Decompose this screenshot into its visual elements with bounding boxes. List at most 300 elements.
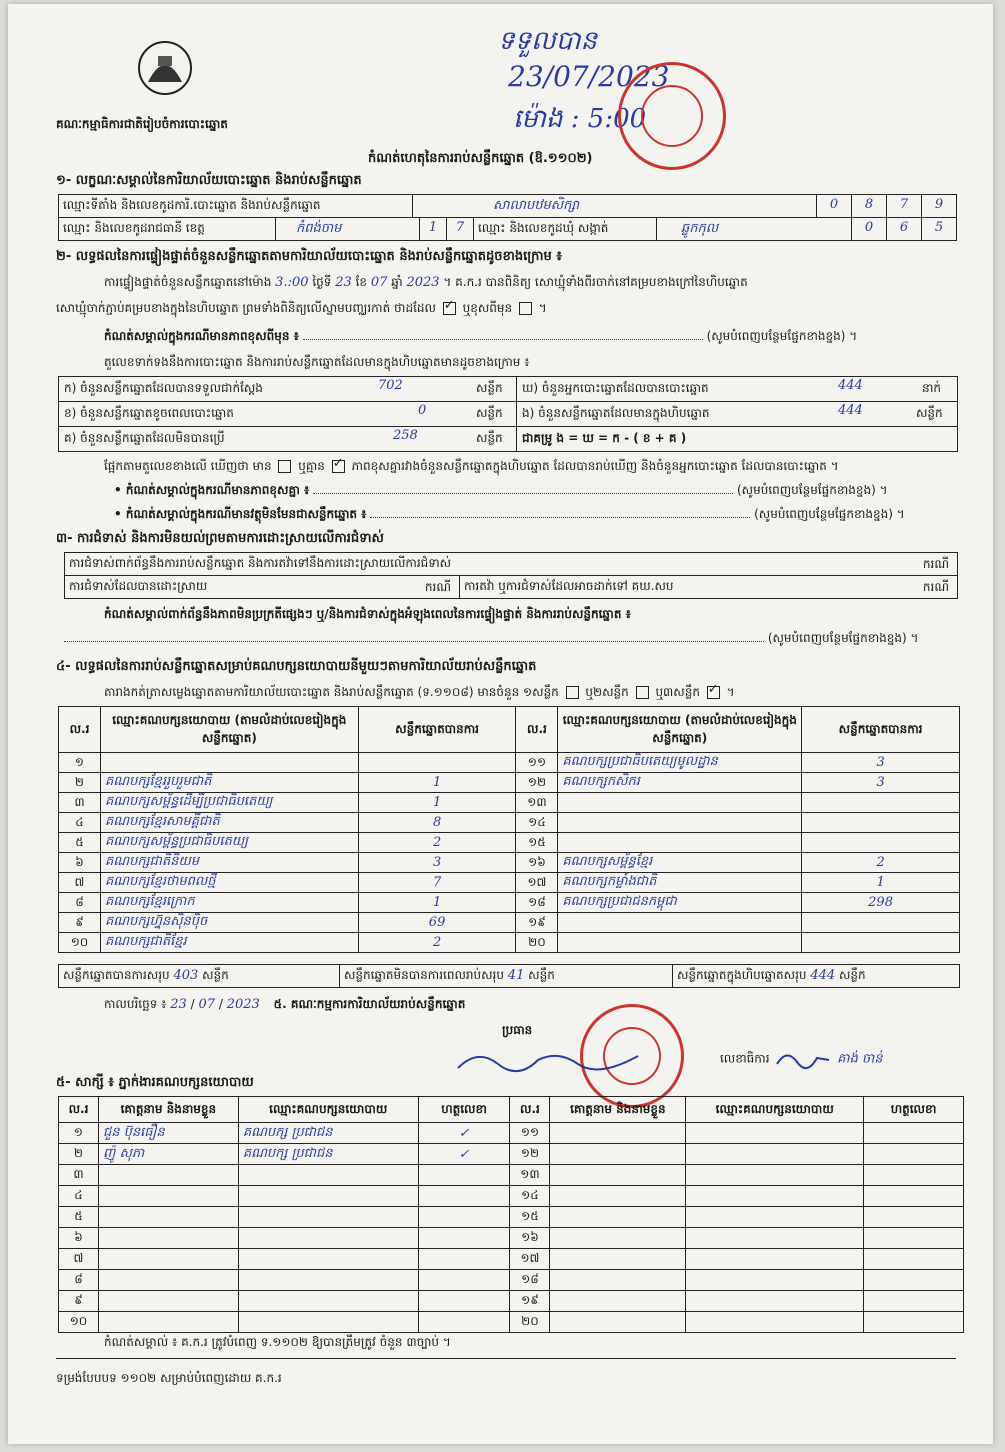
party-name: គណបក្សជាតិនិយម bbox=[100, 853, 358, 873]
witness-no: ១៥ bbox=[510, 1207, 550, 1228]
s3-row2-left bbox=[64, 575, 460, 599]
party-votes: 2 bbox=[802, 853, 960, 873]
s4-tally-line: តារាងកត់ត្រាសម្លេងឆ្នោតតាមការិយាល័យបោះឆ្នោត និងរាប់សន្លឹកឆ្នោត (ទ.១១០៨) មានចំនួន ១សន្លឹក ឬ២សន្លឹក ឬ៣សន្លឹក ✓ ។ bbox=[104, 684, 735, 702]
s4-sign-title: ៥. គណៈកម្មការការិយាល័យរាប់សន្លឹកឆ្នោត bbox=[273, 997, 466, 1011]
party-row bbox=[59, 753, 960, 773]
party-row bbox=[59, 853, 960, 873]
party-no: ១៣ bbox=[516, 793, 558, 813]
section5-title: ៥- សាក្សី ៖ ភ្នាក់ងារគណបក្សនយោបាយ bbox=[56, 1075, 254, 1090]
witness-name bbox=[98, 1165, 238, 1186]
witness-name bbox=[550, 1270, 686, 1291]
witness-party bbox=[686, 1165, 864, 1186]
party-name: គណបក្សប្រជាជនកម្ពុជា bbox=[558, 893, 802, 913]
s2-note-diff-dots[interactable] bbox=[303, 339, 703, 340]
witness-party bbox=[686, 1186, 864, 1207]
count-c-label: គ) ចំនួនសន្លឹកឆ្នោតដែលមិនបានប្រើ bbox=[64, 431, 225, 445]
s2-intro-line2: សោឃ្មុំចាក់ភ្ជាប់គម្របខាងក្នុងនៃហិបឆ្នោត ព្រមទាំងពិនិត្យលើស្នាមបញ្ឈរកាត់ ថាដដែល ✓ ឬខុសពីមុន ។ bbox=[56, 300, 547, 318]
s1-code-4: 9 bbox=[921, 194, 957, 218]
count-d-value: 444 bbox=[838, 378, 863, 393]
s2-intro-d: ឆ្នាំ bbox=[391, 275, 403, 289]
party-name: គណបក្សជាតិខ្មែរ bbox=[100, 933, 358, 953]
s2-bullet2-line bbox=[114, 506, 964, 524]
w-col-no-left: ល.រ bbox=[59, 1097, 99, 1123]
count-formula: ជាគម្រូ ង = ឃ = ក - ( ខ + គ ) bbox=[522, 431, 687, 445]
party-name: គណបក្សកម្លាំងជាតិ bbox=[558, 873, 802, 893]
party-name: គណបក្សប្រជាធិបតេយ្យមូលដ្ឋាន bbox=[558, 753, 802, 773]
s3-note-line2 bbox=[64, 630, 960, 648]
party-row bbox=[59, 873, 960, 893]
tally-one-checkbox[interactable] bbox=[566, 686, 579, 699]
witness-name bbox=[98, 1228, 238, 1249]
count-e-label: ង) ចំនួនសន្លឹកឆ្នោតដែលមានក្នុងហិបឆ្នោត bbox=[522, 406, 710, 420]
witness-name bbox=[550, 1207, 686, 1228]
witness-row bbox=[59, 1249, 964, 1270]
s2-intro-line1 bbox=[104, 274, 748, 292]
section5-footnote: កំណត់សម្គាល់ ៖ គ.ក.រ ត្រូវបំពេញ ទ.១១០២ ឱ្យបានត្រឹមត្រូវ ចំនួន ៣ច្បាប់ ។ bbox=[104, 1335, 451, 1349]
count-a-unit: សន្លឹក bbox=[476, 381, 503, 395]
party-name bbox=[558, 933, 802, 953]
s2-match-a: ផ្អែកតាមតួលេខខាងលើ ឃើញថា មាន bbox=[104, 459, 272, 473]
emblem-logo bbox=[136, 38, 194, 102]
received-time: ម៉ោង : 5:00 bbox=[513, 104, 647, 134]
party-no: ២០ bbox=[516, 933, 558, 953]
party-no: ១០ bbox=[59, 933, 101, 953]
party-votes bbox=[802, 833, 960, 853]
s4-tally-text: តារាងកត់ត្រាសម្លេងឆ្នោតតាមការិយាល័យបោះឆ្នោត និងរាប់សន្លឹកឆ្នោត (ទ.១១០៨) មានចំនួន ១សន្លឹក bbox=[104, 685, 559, 699]
witness-name bbox=[550, 1312, 686, 1333]
s2-bullet1-attach: (សូមបំពេញបន្ថែមផ្នែកខាងខ្នង) ។ bbox=[736, 483, 888, 497]
party-votes: 8 bbox=[358, 813, 516, 833]
party-no: ៤ bbox=[59, 813, 101, 833]
party-votes: 1 bbox=[358, 793, 516, 813]
witness-row bbox=[59, 1291, 964, 1312]
party-name bbox=[100, 753, 358, 773]
party-no: ១៩ bbox=[516, 913, 558, 933]
count-a-value: 702 bbox=[378, 378, 403, 393]
s2-match-b: ឬគ្មាន bbox=[298, 459, 325, 473]
party-name: គណបក្សសម្ព័ន្ធដើម្បីប្រជាធិបតេយ្យ bbox=[100, 793, 358, 813]
count-b-label: ខ) ចំនួនសន្លឹកឆ្នោតខូចពេលបោះឆ្នោត bbox=[64, 406, 234, 420]
witness-name bbox=[550, 1123, 686, 1144]
party-no: ៨ bbox=[59, 893, 101, 913]
party-no: ៣ bbox=[59, 793, 101, 813]
witness-name bbox=[98, 1186, 238, 1207]
witness-signature bbox=[864, 1123, 964, 1144]
chair-label: ប្រធាន bbox=[502, 1023, 533, 1037]
party-no: ២ bbox=[59, 773, 101, 793]
s3-row2-label: ការជំទាស់ដែលបានដោះស្រាយ bbox=[69, 579, 208, 593]
s3-row2-right bbox=[459, 575, 958, 599]
s3-row1-unit: ករណី bbox=[922, 557, 949, 571]
party-votes: 1 bbox=[358, 893, 516, 913]
party-no: ៥ bbox=[59, 833, 101, 853]
party-row bbox=[59, 773, 960, 793]
w-col-party-left: ឈ្មោះគណបក្សនយោបាយ bbox=[238, 1097, 418, 1123]
witness-no: ១៨ bbox=[510, 1270, 550, 1291]
s2-intro-day: 23 bbox=[335, 275, 352, 290]
received-note: ទទួលបាន bbox=[498, 26, 598, 56]
witness-no: ៦ bbox=[59, 1228, 99, 1249]
party-no: ៧ bbox=[59, 873, 101, 893]
footer-form-ref: ទម្រង់បែបបទ ១១០២ សម្រាប់បំពេញដោយ គ.ក.រ bbox=[56, 1371, 282, 1385]
witness-no: ១១ bbox=[510, 1123, 550, 1144]
w-col-sign-left: ហត្ថលេខា bbox=[418, 1097, 510, 1123]
witness-signature bbox=[418, 1249, 510, 1270]
count-c-value: 258 bbox=[393, 428, 418, 443]
party-no: ១៨ bbox=[516, 893, 558, 913]
tally-three-checkbox[interactable] bbox=[707, 686, 720, 699]
total-box-cell bbox=[672, 964, 960, 988]
witness-name: ញ៉ូ សុភា bbox=[98, 1144, 238, 1165]
witness-no: ១ bbox=[59, 1123, 99, 1144]
witness-row bbox=[59, 1207, 964, 1228]
witness-signature bbox=[864, 1270, 964, 1291]
party-votes: 1 bbox=[358, 773, 516, 793]
w-col-name-left: គោត្តនាម និងនាមខ្លួន bbox=[98, 1097, 238, 1123]
col-votes-right: សន្លឹកឆ្នោតបានការ bbox=[802, 707, 960, 753]
witness-name bbox=[550, 1228, 686, 1249]
party-name bbox=[558, 813, 802, 833]
party-votes: 2 bbox=[358, 933, 516, 953]
witness-party bbox=[238, 1249, 418, 1270]
s2-intro-b: ថ្ងៃទី bbox=[312, 275, 332, 289]
witness-no: ១៤ bbox=[510, 1186, 550, 1207]
witness-name bbox=[98, 1312, 238, 1333]
witness-party bbox=[686, 1249, 864, 1270]
witness-no: ១០ bbox=[59, 1312, 99, 1333]
s2-intro-line2-text: សោឃ្មុំចាក់ភ្ជាប់គម្របខាងក្នុងនៃហិបឆ្នោត ព្រមទាំងពិនិត្យលើស្នាមបញ្ឈរកាត់ ថាដដែល bbox=[56, 301, 436, 315]
witness-signature bbox=[418, 1291, 510, 1312]
s4-tally-two: ឬ២សន្លឹក bbox=[585, 685, 629, 699]
witness-signature bbox=[418, 1186, 510, 1207]
witness-signature bbox=[864, 1144, 964, 1165]
secretary-line bbox=[720, 1048, 883, 1070]
total-invalid-value: 41 bbox=[507, 968, 525, 983]
witness-party bbox=[238, 1165, 418, 1186]
s2-bullet2-attach: (សូមបំពេញបន្ថែមផ្នែកខាងខ្នង) ។ bbox=[754, 507, 905, 521]
witness-signature bbox=[864, 1186, 964, 1207]
witness-no: ៤ bbox=[59, 1186, 99, 1207]
s4-tally-three: ឬ៣សន្លឹក bbox=[655, 685, 700, 699]
witness-party: គណបក្ស ប្រជាជន bbox=[238, 1123, 418, 1144]
witness-no: ៣ bbox=[59, 1165, 99, 1186]
witness-party bbox=[686, 1291, 864, 1312]
party-votes: 1 bbox=[802, 873, 960, 893]
witness-party bbox=[686, 1123, 864, 1144]
witness-name bbox=[98, 1270, 238, 1291]
witness-signature bbox=[418, 1165, 510, 1186]
s1-province-value: កំពង់ចាម bbox=[275, 217, 420, 241]
s2-intro-a: ការផ្ទៀងផ្ទាត់ចំនួនសន្លឹកឆ្នោតនៅម៉ោង bbox=[104, 275, 272, 289]
count-d-unit: នាក់ bbox=[922, 381, 942, 395]
witness-row bbox=[59, 1144, 964, 1165]
s2-intro-time: 3.:00 bbox=[275, 275, 309, 290]
party-name: គណបក្សខ្មែរក្រោក bbox=[100, 893, 358, 913]
witness-name bbox=[550, 1144, 686, 1165]
witness-signature: ✓ bbox=[418, 1123, 510, 1144]
col-party-left: ឈ្មោះគណបក្សនយោបាយ (តាមលំដាប់លេខរៀងក្នុងសន្លឹកឆ្នោត) bbox=[100, 707, 358, 753]
s2-match-line bbox=[104, 458, 839, 476]
w-col-party-right: ឈ្មោះគណបក្សនយោបាយ bbox=[686, 1097, 864, 1123]
total-valid-value: 403 bbox=[173, 968, 199, 983]
s3-note: កំណត់សម្គាល់ពាក់ព័ន្ធនឹងភាពមិនប្រក្រតីផ្សេងៗ ឬ/និងការជំទាស់ក្នុងអំឡុងពេលនៃការផ្ទៀងផ្ទាត់ និងការរាប់សន្លឹកឆ្នោត ៖ bbox=[104, 607, 631, 621]
witness-party bbox=[238, 1228, 418, 1249]
party-name: គណបក្សកសិករ bbox=[558, 773, 802, 793]
s2-note-attach: (សូមបំពេញបន្ថែមផ្នែកខាងខ្នង) ។ bbox=[706, 329, 858, 343]
official-stamp-top bbox=[618, 62, 726, 170]
w-col-sign-right: ហត្ថលេខា bbox=[864, 1097, 964, 1123]
count-e-unit: សន្លឹក bbox=[916, 406, 943, 420]
witness-row bbox=[59, 1123, 964, 1144]
witness-row bbox=[59, 1312, 964, 1333]
party-votes bbox=[802, 933, 960, 953]
party-votes: 3 bbox=[802, 753, 960, 773]
witness-name bbox=[550, 1249, 686, 1270]
witness-signature bbox=[418, 1207, 510, 1228]
count-d-label: ឃ) ចំនួនអ្នកបោះឆ្នោតដែលបានបោះឆ្នោត bbox=[522, 381, 709, 395]
witness-signature bbox=[418, 1312, 510, 1333]
col-votes-left: សន្លឹកឆ្នោតបានការ bbox=[358, 707, 516, 753]
s1-province-code-2: 7 bbox=[446, 217, 474, 241]
document-page bbox=[8, 4, 993, 1444]
witness-party bbox=[686, 1270, 864, 1291]
party-row bbox=[59, 813, 960, 833]
witness-table bbox=[58, 1096, 964, 1333]
party-votes: 3 bbox=[802, 773, 960, 793]
witness-signature bbox=[418, 1270, 510, 1291]
witness-no: ២០ bbox=[510, 1312, 550, 1333]
witness-no: ១៧ bbox=[510, 1249, 550, 1270]
count-e-value: 444 bbox=[838, 403, 863, 418]
s4-date-day: 23 bbox=[170, 997, 187, 1012]
party-row bbox=[59, 893, 960, 913]
witness-party bbox=[238, 1291, 418, 1312]
s4-date-line: កាលបរិច្ឆេទ ៖ 23 / 07 / 2023 ៥. គណៈកម្មការការិយាល័យរាប់សន្លឹកឆ្នោត bbox=[104, 997, 466, 1012]
s4-date-year: 2023 bbox=[226, 997, 260, 1012]
witness-signature: ✓ bbox=[418, 1144, 510, 1165]
witness-name bbox=[550, 1291, 686, 1312]
party-votes bbox=[802, 913, 960, 933]
s2-intro-or: ឬខុសពីមុន bbox=[462, 301, 513, 315]
s3-row1 bbox=[64, 552, 958, 576]
s3-row2-right-label: ការតវ៉ា ឬការជំទាស់ដែលអាចដាក់ទៅ គឃ.សប bbox=[464, 579, 674, 593]
witness-name bbox=[98, 1207, 238, 1228]
s2-counts-intro: តួលេខទាក់ទងនឹងការបោះឆ្នោត និងការរាប់សន្លឹកឆ្នោតដែលមានក្នុងហិបឆ្នោតមានដូចខាងក្រោម ៖ bbox=[104, 355, 530, 369]
witness-no: ១៦ bbox=[510, 1228, 550, 1249]
witness-signature bbox=[864, 1207, 964, 1228]
party-votes: 298 bbox=[802, 893, 960, 913]
party-votes: 2 bbox=[358, 833, 516, 853]
witness-row bbox=[59, 1165, 964, 1186]
party-name: គណបក្សខ្មែររួបរួមជាតិ bbox=[100, 773, 358, 793]
party-name bbox=[558, 833, 802, 853]
witness-row bbox=[59, 1228, 964, 1249]
party-votes: 3 bbox=[358, 853, 516, 873]
party-no: ៩ bbox=[59, 913, 101, 933]
col-party-right: ឈ្មោះគណបក្សនយោបាយ (តាមលំដាប់លេខរៀងក្នុងសន្លឹកឆ្នោត) bbox=[558, 707, 802, 753]
s1-commune-code-1: 0 bbox=[851, 217, 887, 241]
party-row bbox=[59, 913, 960, 933]
s2-bullet1: • កំណត់សម្គាល់ក្នុងករណីមានភាពខុសគ្នា ៖ bbox=[114, 483, 310, 497]
party-votes: 69 bbox=[358, 913, 516, 933]
witness-party bbox=[686, 1144, 864, 1165]
s2-bullet2-dots[interactable] bbox=[370, 517, 750, 518]
s2-intro-year: 2023 bbox=[406, 275, 440, 290]
witness-name bbox=[98, 1249, 238, 1270]
s3-row2-unit: ករណី bbox=[424, 580, 451, 594]
party-votes bbox=[358, 753, 516, 773]
party-name: គណបក្សខ្មែរសាមគ្គីជាតិ bbox=[100, 813, 358, 833]
party-name bbox=[558, 913, 802, 933]
s2-note-diff-line bbox=[104, 328, 954, 346]
total-box-value: 444 bbox=[810, 968, 836, 983]
party-votes bbox=[802, 813, 960, 833]
total-invalid-label: សន្លឹកឆ្នោតមិនបានការពេលរាប់សរុប bbox=[344, 968, 504, 982]
s2-note-diff: កំណត់សម្គាល់ក្នុងករណីមានភាពខុសពីមុន ៖ bbox=[104, 329, 299, 343]
party-name: គណបក្សខ្មែរថាមពលថ្មី bbox=[100, 873, 358, 893]
w-col-name-right: គោត្តនាម និងនាមខ្លួន bbox=[550, 1097, 686, 1123]
chair-signature bbox=[448, 1040, 648, 1080]
witness-no: ៥ bbox=[59, 1207, 99, 1228]
party-votes: 7 bbox=[358, 873, 516, 893]
section4-title: ៤- លទ្ធផលនៃការរាប់សន្លឹកឆ្នោតសម្រាប់គណបក្សនយោបាយនីមួយៗតាមការិយាល័យរាប់សន្លឹកឆ្នោត bbox=[56, 659, 537, 674]
party-name: គណបក្សសម្ព័ន្ធខ្មែរ bbox=[558, 853, 802, 873]
witness-party bbox=[238, 1207, 418, 1228]
witness-row bbox=[59, 1186, 964, 1207]
party-no: ១៥ bbox=[516, 833, 558, 853]
witness-signature bbox=[418, 1228, 510, 1249]
party-name: គណបក្សហ្វ៊ុនស៊ិនប៉ិច bbox=[100, 913, 358, 933]
s4-date-label: កាលបរិច្ឆេទ ៖ bbox=[104, 997, 167, 1011]
total-box-label: សន្លឹកឆ្នោតក្នុងហិបឆ្នោតសរុប bbox=[677, 968, 807, 982]
form-title: កំណត់ហេតុនៃការរាប់សន្លឹកឆ្នោត (ឱ.១១០២) bbox=[368, 151, 593, 166]
party-row bbox=[59, 833, 960, 853]
total-invalid-unit: សន្លឹក bbox=[528, 968, 555, 982]
s2-intro-e: ។ គ.ក.រ បានពិនិត្យ សោឃ្មុំទាំងពីរចាក់នៅគម្របខាងក្រៅនៃហិបឆ្នោត bbox=[443, 275, 748, 289]
s3-note-attach: (សូមបំពេញបន្ថែមផ្នែកខាងខ្នង) ។ bbox=[767, 631, 919, 645]
secretary-name: គាង់ ចាន់ bbox=[837, 1051, 883, 1067]
total-box-unit: សន្លឹក bbox=[838, 968, 866, 982]
party-results-table bbox=[58, 706, 960, 953]
s3-note-dots[interactable] bbox=[64, 641, 764, 642]
s1-row1-label: ឈ្មោះទីតាំង និងលេខកូដការិ.បោះឆ្នោត និងរាប់សន្លឹកឆ្នោត bbox=[58, 194, 413, 218]
witness-party bbox=[686, 1207, 864, 1228]
witness-no: ៧ bbox=[59, 1249, 99, 1270]
witness-no: ១៣ bbox=[510, 1165, 550, 1186]
witness-name: ជួន ប៊ុនធឿន bbox=[98, 1123, 238, 1144]
has-difference-checkbox[interactable] bbox=[278, 460, 291, 473]
party-row bbox=[59, 793, 960, 813]
witness-party: គណបក្ស ប្រជាជន bbox=[238, 1144, 418, 1165]
count-b-unit: សន្លឹក bbox=[476, 406, 503, 420]
secretary-signature bbox=[773, 1048, 833, 1070]
s4-date-month: 07 bbox=[198, 997, 216, 1012]
s2-match-c: ភាពខុសគ្នារវាងចំនួនសន្លឹកឆ្នោតក្នុងហិបឆ្នោត ដែលបានរាប់ឃើញ និងចំនួនអ្នកបោះឆ្នោត ដែលបានបោះឆ្នោត ។ bbox=[351, 459, 839, 473]
total-valid-label: សន្លឹកឆ្នោតបានការសរុប bbox=[63, 968, 170, 982]
s1-row1-value: សាលាបឋមសិក្សា bbox=[412, 194, 817, 218]
party-no: ១៤ bbox=[516, 813, 558, 833]
tally-two-checkbox[interactable] bbox=[636, 686, 649, 699]
party-no: ១ bbox=[59, 753, 101, 773]
section3-title: ៣- ការជំទាស់ និងការមិនយល់ព្រមតាមការដោះស្រាយលើការជំទាស់ bbox=[56, 531, 384, 546]
witness-no: ៩ bbox=[59, 1291, 99, 1312]
s2-intro-c: ខែ bbox=[355, 275, 368, 289]
witness-signature bbox=[864, 1165, 964, 1186]
s3-row1-label: ការជំទាស់ពាក់ព័ន្ធនឹងការរាប់សន្លឹកឆ្នោត និងការតវ៉ាទៅនឹងការដោះស្រាយលើការជំទាស់ bbox=[69, 556, 452, 570]
witness-party bbox=[238, 1312, 418, 1333]
total-valid-cell bbox=[58, 964, 340, 988]
witness-row bbox=[59, 1270, 964, 1291]
footer-divider bbox=[56, 1358, 956, 1359]
witness-signature bbox=[864, 1291, 964, 1312]
section1-title: ១- លក្ខណៈសម្គាល់នៃការិយាល័យបោះឆ្នោត និងរាប់សន្លឹកឆ្នោត bbox=[56, 173, 362, 188]
count-b-value: 0 bbox=[418, 403, 427, 418]
s2-bullet2: • កំណត់សម្គាល់ក្នុងករណីមានវត្ថុមិនមែនជាសន្លឹកឆ្នោត ៖ bbox=[114, 507, 367, 521]
s1-commune-label: ឈ្មោះ និងលេខកូដឃុំ សង្កាត់ bbox=[473, 217, 657, 241]
total-invalid-cell bbox=[339, 964, 673, 988]
s1-commune-code-3: 5 bbox=[921, 217, 957, 241]
party-no: ១២ bbox=[516, 773, 558, 793]
s1-code-1: 0 bbox=[816, 194, 852, 218]
committee-name: គណៈកម្មាធិការជាតិរៀបចំការបោះឆ្នោត bbox=[56, 117, 228, 131]
count-c-unit: សន្លឹក bbox=[476, 431, 503, 445]
witness-party bbox=[238, 1270, 418, 1291]
count-a-label: ក) ចំនួនសន្លឹកឆ្នោតដែលបានទទួលជាក់ស្តែង bbox=[64, 381, 263, 395]
witness-no: ២ bbox=[59, 1144, 99, 1165]
s1-commune-value: ឆ្លូកកុល bbox=[656, 217, 852, 241]
s1-code-3: 7 bbox=[886, 194, 922, 218]
w-col-no-right: ល.រ bbox=[510, 1097, 550, 1123]
witness-signature bbox=[864, 1249, 964, 1270]
party-no: ១៧ bbox=[516, 873, 558, 893]
party-name: គណបក្សសម្ព័ន្ធប្រជាធិបតេយ្យ bbox=[100, 833, 358, 853]
party-no: ១៦ bbox=[516, 853, 558, 873]
party-votes bbox=[802, 793, 960, 813]
s1-code-2: 8 bbox=[851, 194, 887, 218]
witness-no: ៨ bbox=[59, 1270, 99, 1291]
s2-intro-month: 07 bbox=[370, 275, 388, 290]
witness-signature bbox=[864, 1228, 964, 1249]
s2-bullet1-line bbox=[114, 482, 964, 500]
witness-party bbox=[686, 1312, 864, 1333]
s1-province-code-1: 1 bbox=[419, 217, 447, 241]
section2-title: ២- លទ្ធផលនៃការផ្ទៀងផ្ទាត់ចំនួនសន្លឹកឆ្នោតតាមការិយាល័យបោះឆ្នោត និងរាប់សន្លឹកឆ្នោតដូចខាងក្រោម ៖ bbox=[56, 249, 562, 264]
witness-name bbox=[550, 1186, 686, 1207]
witness-name bbox=[98, 1291, 238, 1312]
received-date: 23/07/2023 bbox=[508, 60, 670, 93]
secretary-label: លេខាធិការ bbox=[720, 1051, 770, 1066]
s1-row2-label: ឈ្មោះ និងលេខកូដរាជធានី ខេត្ត bbox=[58, 217, 276, 241]
s2-bullet1-dots[interactable] bbox=[313, 493, 733, 494]
s3-row2-right-unit: ករណី bbox=[922, 580, 949, 594]
witness-no: ១២ bbox=[510, 1144, 550, 1165]
col-no-left: ល.រ bbox=[59, 707, 101, 753]
col-no-right: ល.រ bbox=[516, 707, 558, 753]
different-checkbox[interactable] bbox=[519, 302, 532, 315]
party-no: ៦ bbox=[59, 853, 101, 873]
party-row bbox=[59, 933, 960, 953]
witness-party bbox=[238, 1186, 418, 1207]
party-no: ១១ bbox=[516, 753, 558, 773]
witness-signature bbox=[864, 1312, 964, 1333]
no-difference-checkbox[interactable] bbox=[332, 460, 345, 473]
total-valid-unit: សន្លឹក bbox=[202, 968, 229, 982]
witness-name bbox=[550, 1165, 686, 1186]
party-name bbox=[558, 793, 802, 813]
witness-party bbox=[686, 1228, 864, 1249]
witness-no: ១៩ bbox=[510, 1291, 550, 1312]
same-checkbox[interactable] bbox=[443, 302, 456, 315]
